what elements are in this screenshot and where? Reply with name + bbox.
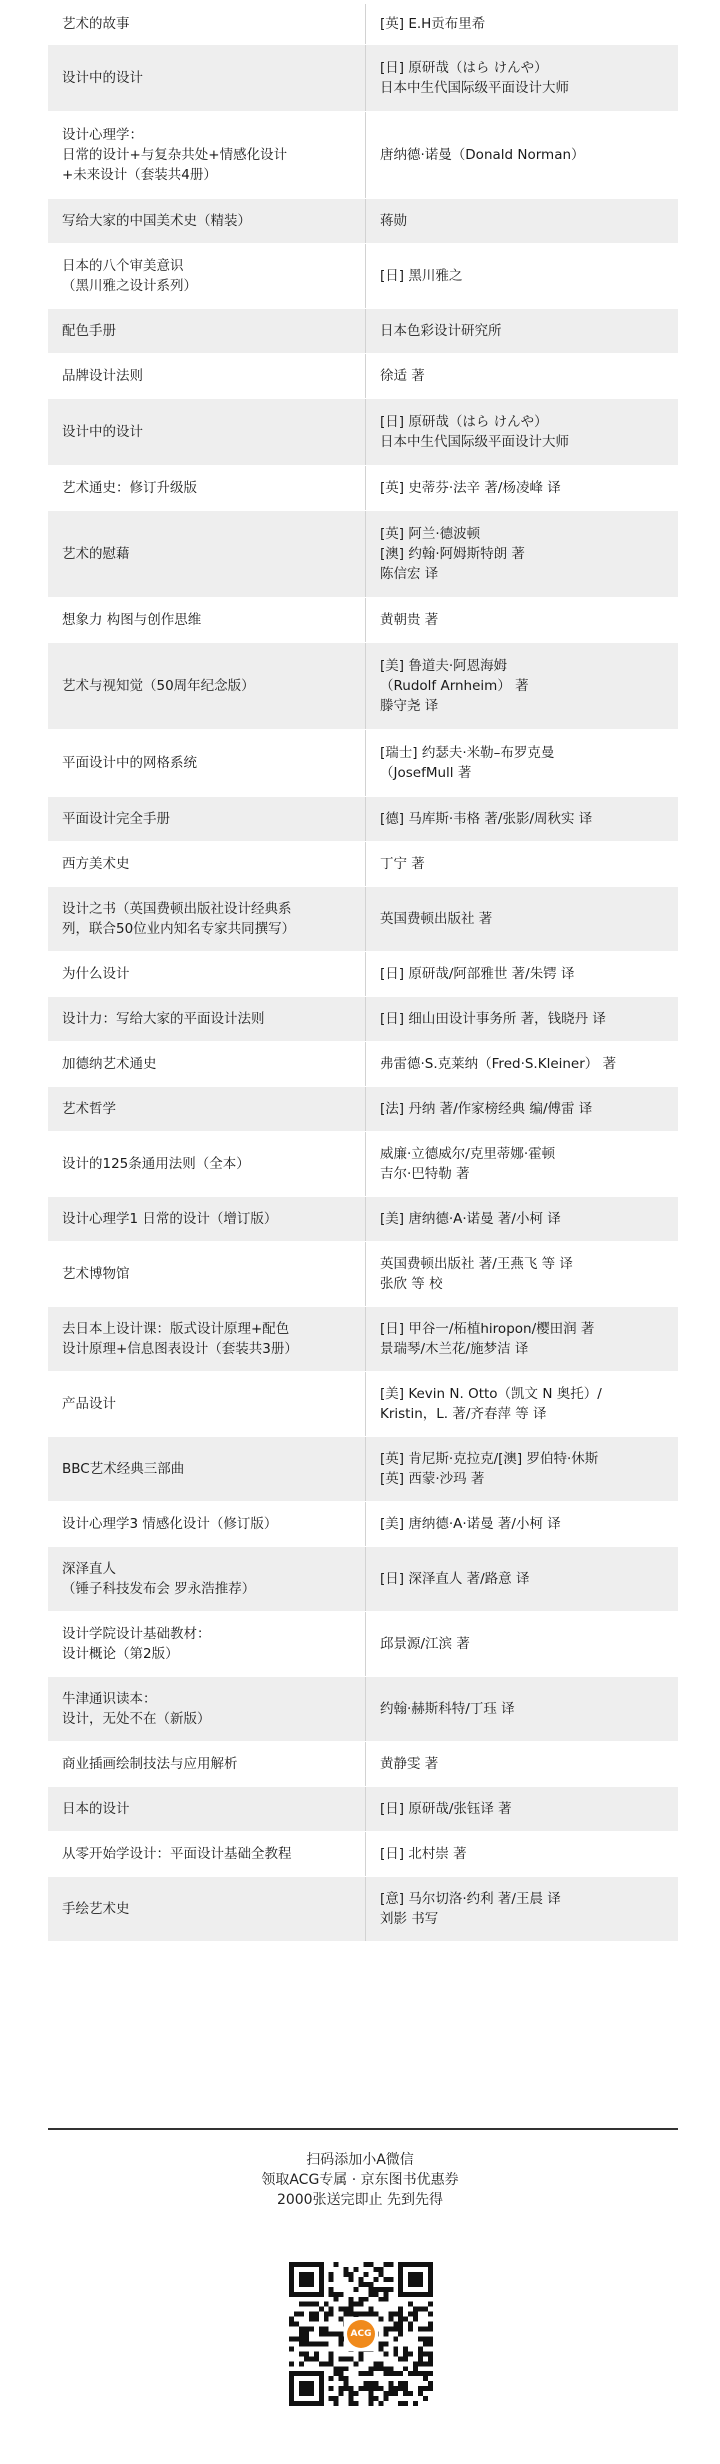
table-row (48, 1197, 678, 1242)
book-author-cell: [美] 鲁道夫·阿恩海姆 （Rudolf Arnheim） 著 滕守尧 译 (380, 658, 529, 714)
table-row (48, 1612, 678, 1677)
table-row (48, 1787, 678, 1832)
book-author-cell: [德] 马库斯·韦格 著/张影/周秋实 译 (380, 811, 593, 827)
promo-block (0, 2150, 720, 2210)
book-author-cell: 日本色彩设计研究所 (380, 323, 502, 339)
book-title-cell: 设计中的设计 (48, 399, 366, 465)
book-author-cell: [英] 史蒂芬·法辛 著/杨凌峰 译 (380, 480, 561, 496)
book-author-cell: 黄朝贵 著 (380, 612, 439, 628)
book-title-cell: 加德纳艺术通史 (48, 1042, 366, 1086)
book-author-cell: [日] 原研哉（はら けんや） 日本中生代国际级平面设计大师 (380, 414, 569, 450)
book-author-cell: [美] 唐纳德·A·诺曼 著/小柯 译 (380, 1516, 561, 1532)
table-row (48, 643, 678, 730)
table-row (48, 598, 678, 643)
book-title-cell: 艺术博物馆 (48, 1242, 366, 1306)
book-title-cell: 日本的设计 (48, 1787, 366, 1831)
table-row (48, 1242, 678, 1307)
book-author-cell: [英] 肯尼斯·克拉克/[澳] 罗伯特·休斯 [英] 西蒙·沙玛 著 (380, 1451, 599, 1487)
book-author-cell: [日] 细山田设计事务所 著，钱晓丹 译 (380, 1011, 606, 1027)
book-author-cell: 徐适 著 (380, 368, 425, 384)
book-title-cell: 去日本上设计课：版式设计原理+配色 设计原理+信息图表设计（套装共3册） (48, 1307, 366, 1371)
table-row (48, 511, 678, 598)
book-title-cell: 设计的125条通用法则（全本） (48, 1132, 366, 1196)
book-title-cell: 日本的八个审美意识 （黑川雅之设计系列） (48, 244, 366, 308)
book-title-cell: 产品设计 (48, 1372, 366, 1436)
table-row (48, 244, 678, 309)
book-author-cell: 唐纳德·诺曼（Donald Norman） (380, 147, 585, 163)
book-table (48, 4, 678, 1942)
book-title-cell: 配色手册 (48, 309, 366, 353)
table-row (48, 399, 678, 466)
book-author-cell: [美] Kevin N. Otto（凯文 N 奥托）/ Kristin，L. 著/齐春萍 等 译 (380, 1386, 602, 1422)
book-title-cell: 商业插画绘制技法与应用解析 (48, 1742, 366, 1786)
table-row (48, 997, 678, 1042)
promo-line-1: 扫码添加小A微信 (306, 2152, 414, 2168)
book-author-cell: 邱景源/江滨 著 (380, 1636, 470, 1652)
table-row (48, 199, 678, 244)
book-author-cell: 弗雷德·S.克莱纳（Fred·S.Kleiner） 著 (380, 1056, 617, 1072)
table-row (48, 466, 678, 511)
book-author-cell: [日] 原研哉/张钰译 著 (380, 1801, 512, 1817)
book-author-cell: [法] 丹纳 著/作家榜经典 编/傅雷 译 (380, 1101, 593, 1117)
book-title-cell: 艺术的故事 (48, 4, 366, 44)
table-row (48, 1877, 678, 1942)
book-title-cell: 为什么设计 (48, 952, 366, 996)
promo-line-2: 领取ACG专属 · 京东图书优惠券 (261, 2172, 459, 2188)
table-row (48, 1547, 678, 1612)
book-author-cell: 英国费顿出版社 著 (380, 911, 493, 927)
book-author-cell: [日] 原研哉/阿部雅世 著/朱锷 译 (380, 966, 575, 982)
table-row (48, 1437, 678, 1502)
book-author-cell: [英] E.H贡布里希 (380, 16, 486, 32)
acg-logo-icon: ACG (347, 2320, 375, 2348)
table-row (48, 1742, 678, 1787)
book-author-cell: [日] 北村崇 著 (380, 1846, 467, 1862)
table-row (48, 4, 678, 45)
wechat-qr-code[interactable] (289, 2262, 433, 2406)
table-row (48, 1372, 678, 1437)
table-row (48, 1502, 678, 1547)
book-author-cell: [日] 深泽直人 著/路意 译 (380, 1571, 530, 1587)
book-author-cell: 英国费顿出版社 著/王燕飞 等 译 张欣 等 校 (380, 1256, 573, 1292)
book-title-cell: 深泽直人 （锤子科技发布会 罗永浩推荐） (48, 1547, 366, 1611)
book-title-cell: 写给大家的中国美术史（精装） (48, 199, 366, 243)
book-title-cell: 设计之书（英国费顿出版社设计经典系 列，联合50位业内知名专家共同撰写） (48, 887, 366, 951)
book-title-cell: BBC艺术经典三部曲 (48, 1437, 366, 1501)
table-row (48, 1307, 678, 1372)
table-row (48, 1132, 678, 1197)
book-author-cell: [意] 马尔切洛·约利 著/王晨 译 刘影 书写 (380, 1891, 561, 1927)
book-title-cell: 设计学院设计基础教材： 设计概论（第2版） (48, 1612, 366, 1676)
book-author-cell: [瑞士] 约瑟夫·米勒–布罗克曼 （JosefMull 著 (380, 745, 555, 781)
table-row (48, 112, 678, 199)
table-row (48, 730, 678, 797)
book-title-cell: 品牌设计法则 (48, 354, 366, 398)
book-title-cell: 艺术通史：修订升级版 (48, 466, 366, 510)
book-author-cell: [美] 唐纳德·A·诺曼 著/小柯 译 (380, 1211, 561, 1227)
book-title-cell: 西方美术史 (48, 842, 366, 886)
book-title-cell: 从零开始学设计：平面设计基础全教程 (48, 1832, 366, 1876)
table-row (48, 797, 678, 842)
book-title-cell: 设计心理学3 情感化设计（修订版） (48, 1502, 366, 1546)
book-author-cell: 威廉·立德威尔/克里蒂娜·霍顿 吉尔·巴特勒 著 (380, 1146, 556, 1182)
table-row (48, 887, 678, 952)
book-title-cell: 想象力 构图与创作思维 (48, 598, 366, 642)
promo-line-3: 2000张送完即止 先到先得 (276, 2192, 444, 2208)
table-row (48, 1677, 678, 1742)
qr-logo (344, 2317, 378, 2351)
book-title-cell: 设计中的设计 (48, 45, 366, 111)
book-title-cell: 艺术与视知觉（50周年纪念版） (48, 643, 366, 729)
section-divider (48, 2128, 678, 2130)
book-author-cell: 蒋勋 (380, 213, 407, 229)
table-row (48, 309, 678, 354)
book-title-cell: 手绘艺术史 (48, 1877, 366, 1941)
book-author-cell: [日] 甲谷一/柘植hiropon/樱田润 著 景瑞琴/木兰花/施梦洁 译 (380, 1321, 595, 1357)
book-author-cell: [日] 原研哉（はら けんや） 日本中生代国际级平面设计大师 (380, 60, 569, 96)
table-row (48, 842, 678, 887)
book-title-cell: 设计心理学： 日常的设计+与复杂共处+情感化设计 +未来设计（套装共4册） (48, 112, 366, 198)
book-title-cell: 牛津通识读本： 设计，无处不在（新版） (48, 1677, 366, 1741)
table-row (48, 1087, 678, 1132)
book-author-cell: 丁宁 著 (380, 856, 425, 872)
book-title-cell: 设计力：写给大家的平面设计法则 (48, 997, 366, 1041)
book-title-cell: 平面设计中的网格系统 (48, 730, 366, 796)
table-row (48, 1832, 678, 1877)
book-author-cell: 黄静雯 著 (380, 1756, 439, 1772)
table-row (48, 45, 678, 112)
book-author-cell: [日] 黑川雅之 (380, 268, 463, 284)
table-row (48, 1042, 678, 1087)
table-row (48, 354, 678, 399)
book-author-cell: 约翰·赫斯科特/丁珏 译 (380, 1701, 515, 1717)
table-row (48, 952, 678, 997)
book-title-cell: 艺术哲学 (48, 1087, 366, 1131)
book-title-cell: 艺术的慰藉 (48, 511, 366, 597)
book-title-cell: 平面设计完全手册 (48, 797, 366, 841)
book-author-cell: [英] 阿兰·德波顿 [澳] 约翰·阿姆斯特朗 著 陈信宏 译 (380, 526, 525, 582)
book-title-cell: 设计心理学1 日常的设计（增订版） (48, 1197, 366, 1241)
